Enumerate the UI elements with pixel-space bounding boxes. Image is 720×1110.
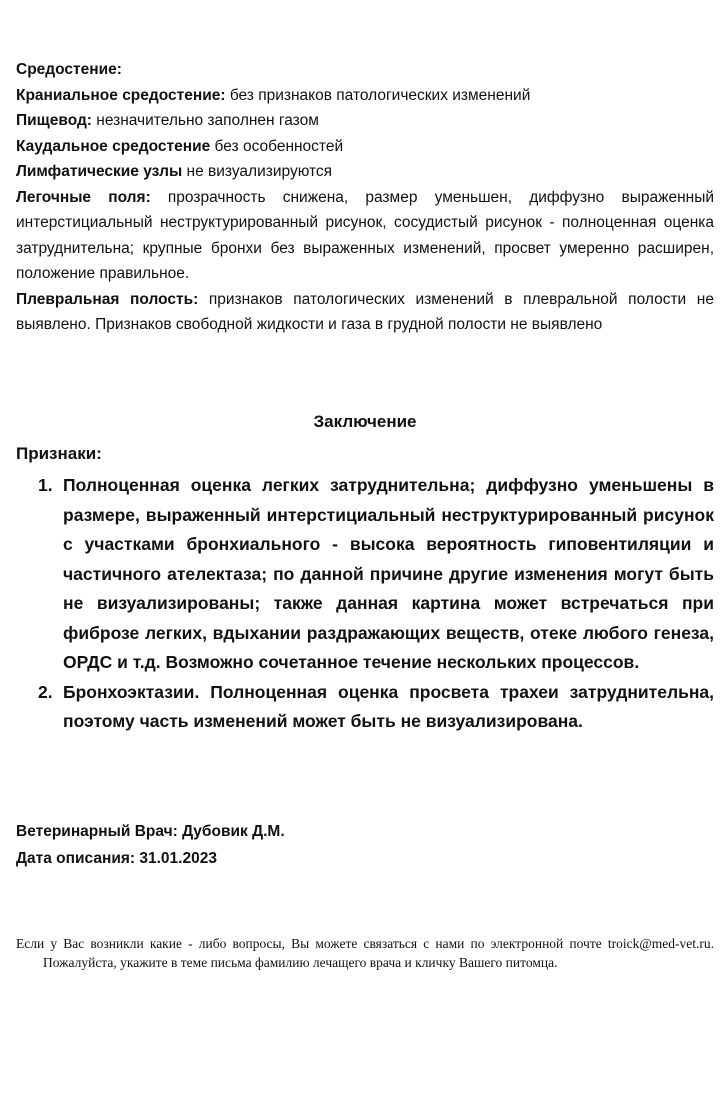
- cranial-mediastinum-line: [16, 83, 714, 109]
- esophagus-line: [16, 108, 714, 134]
- lung-fields-value: прозрачность снижена, размер уменьшен, диффузно выраженный интерстициальный неструктурированный рисунок, сосудистый рисунок - полноценная оценка затруднительна; крупные бронхи без выраженных изменений, просвет умеренно расширен, положение правильное.: [16, 188, 714, 282]
- conclusion-item: [16, 678, 714, 737]
- doctor-signature: Ветеринарный Врач: Дубовик Д.М.: [16, 823, 285, 840]
- mediastinum-heading: Средостение:: [16, 61, 122, 78]
- signs-label: Признаки:: [16, 444, 102, 463]
- cranial-mediastinum-label: Краниальное средостение:: [16, 86, 226, 104]
- conclusion-title: Заключение: [313, 412, 417, 431]
- conclusion-item-text: Бронхоэктазии. Полноценная оценка просвета трахеи затруднительна, поэтому часть изменений может быть не визуализирована.: [63, 681, 714, 731]
- mediastinum-section: [16, 57, 714, 338]
- lung-fields-paragraph: [16, 185, 714, 287]
- lymph-nodes-label: Лимфатические узлы: [16, 163, 183, 180]
- contact-footer-text: Если у Вас возникли какие - либо вопросы, Вы можете связаться с нами по электронной почте troick@med-vet.ru. Пожалуйста, укажите в теме письма фамилию лечащего врача и кличку Вашего питомца.: [16, 936, 714, 970]
- conclusion-item-text: Полноценная оценка легких затруднительна; диффузно уменьшены в размере, выраженный интерстициальный неструктурированный рисунок с участками бронхиального - высока вероятность гиповентиляции и частичного ателектаза; по данной причине другие изменения могут быть не визуализированы; также данная картина может встречаться при фиброзе легких, вдыхании раздражающих веществ, отеке любого генеза, ОРДС и т.д. Возможно сочетанное течение нескольких процессов.: [63, 475, 714, 672]
- lymph-nodes-value: не визуализируются: [182, 163, 333, 180]
- esophagus-value: незначительно заполнен газом: [91, 112, 319, 129]
- description-date: Дата описания: 31.01.2023: [16, 850, 217, 867]
- pleural-cavity-label: Плевральная полость:: [16, 290, 199, 308]
- conclusion-item-number: 2.: [38, 681, 53, 702]
- lung-fields-label: Легочные поля:: [16, 188, 151, 206]
- caudal-mediastinum-label: Каудальное средостение: [16, 137, 211, 155]
- contact-footer: [16, 934, 714, 972]
- cranial-mediastinum-value: без признаков патологических изменений: [225, 86, 531, 104]
- lymph-nodes-line: [16, 159, 714, 185]
- conclusion-item-number: 1.: [38, 475, 53, 495]
- esophagus-label: Пищевод:: [16, 112, 92, 129]
- caudal-mediastinum-value: без особенностей: [210, 137, 344, 155]
- conclusion-list: [16, 471, 714, 737]
- pleural-cavity-paragraph: [16, 287, 714, 338]
- conclusion-item: [16, 471, 714, 678]
- caudal-mediastinum-line: [16, 134, 714, 160]
- pleural-cavity-value: признаков патологических изменений в плевральной полости не выявлено. Признаков свободной жидкости и газа в грудной полости не выявлено: [16, 290, 714, 333]
